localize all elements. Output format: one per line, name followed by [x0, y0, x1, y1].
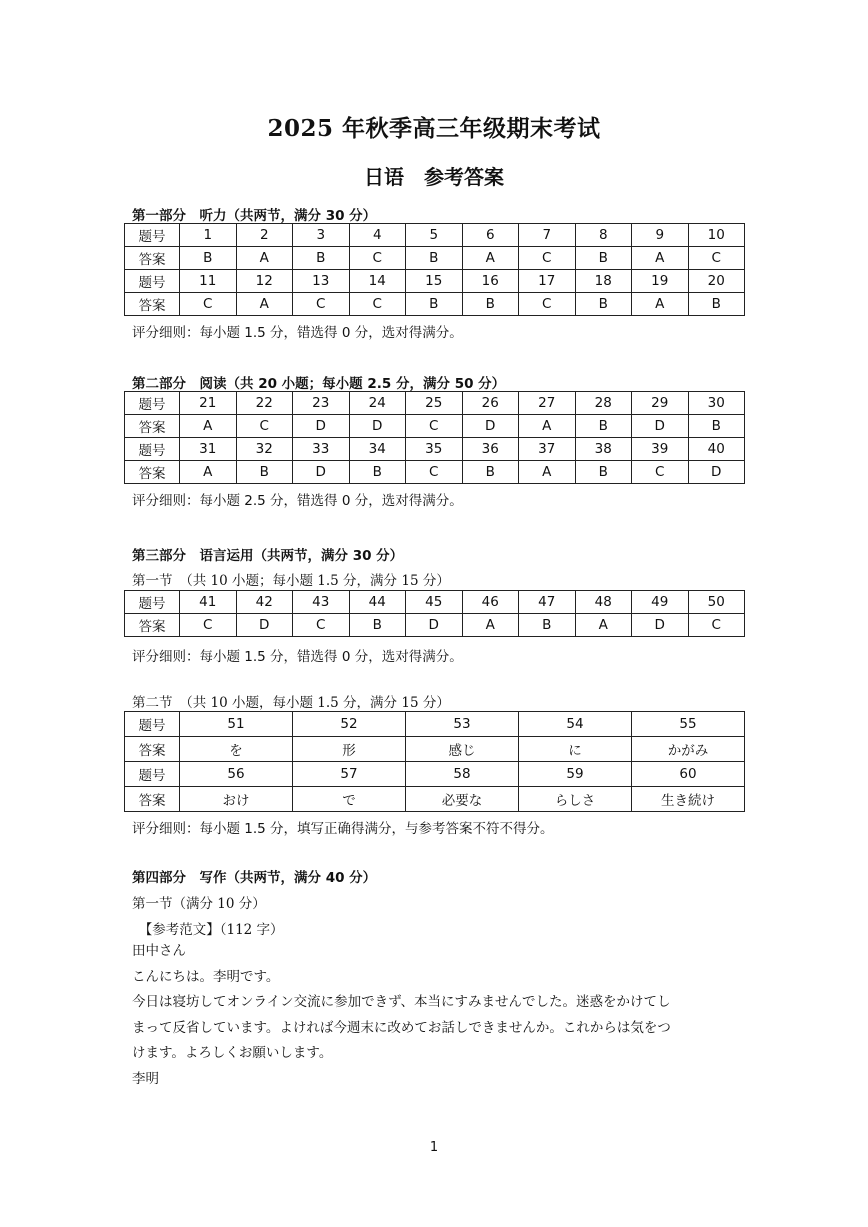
table-cell: 21: [180, 392, 237, 415]
table-cell: 31: [180, 438, 237, 461]
table-cell: 39: [632, 438, 689, 461]
table-cell: 33: [293, 438, 350, 461]
row-label: 答案: [125, 737, 180, 762]
table-cell: 11: [180, 270, 237, 293]
table-cell: を: [180, 737, 293, 762]
table-cell: 53: [406, 712, 519, 737]
table-cell: A: [632, 293, 689, 316]
table-cell: C: [632, 461, 689, 484]
table-cell: 14: [349, 270, 406, 293]
table-cell: 27: [519, 392, 576, 415]
table-cell: D: [462, 415, 519, 438]
essay-line: 田中さん: [132, 943, 186, 959]
table-cell: 60: [632, 762, 745, 787]
row-label: 答案: [125, 787, 180, 812]
table-cell: らしさ: [519, 787, 632, 812]
table-cell: D: [293, 461, 350, 484]
table-row: [125, 461, 745, 484]
table-cell: A: [236, 293, 293, 316]
part3-section1-scoring-note: 评分细则：每小题 1.5 分，错选得 0 分，选对得满分。: [132, 649, 463, 665]
table-cell: A: [180, 461, 237, 484]
table-cell: 23: [293, 392, 350, 415]
table-cell: 18: [575, 270, 632, 293]
table-cell: A: [180, 415, 237, 438]
part1-scoring-note: 评分细则：每小题 1.5 分，错选得 0 分，选对得满分。: [132, 325, 463, 341]
table-cell: 35: [406, 438, 463, 461]
table-row: [125, 438, 745, 461]
part4-heading: 第四部分 写作（共两节，满分 40 分）: [132, 870, 377, 886]
table-cell: 26: [462, 392, 519, 415]
row-label: 题号: [125, 270, 180, 293]
part3-heading: 第三部分 语言运用（共两节，满分 30 分）: [132, 548, 404, 564]
table-cell: 58: [406, 762, 519, 787]
table-cell: A: [236, 247, 293, 270]
table-cell: 17: [519, 270, 576, 293]
table-cell: 55: [632, 712, 745, 737]
table-cell: C: [293, 293, 350, 316]
table-cell: 8: [575, 224, 632, 247]
row-label: 答案: [125, 247, 180, 270]
table-cell: 感じ: [406, 737, 519, 762]
table-cell: 16: [462, 270, 519, 293]
table-cell: 15: [406, 270, 463, 293]
table-cell: 必要な: [406, 787, 519, 812]
table-cell: B: [180, 247, 237, 270]
table-cell: 30: [688, 392, 745, 415]
part2-answer-table: [124, 391, 745, 484]
table-cell: 29: [632, 392, 689, 415]
table-cell: 12: [236, 270, 293, 293]
table-cell: D: [406, 614, 463, 637]
essay-line: 李明: [132, 1070, 159, 1087]
table-cell: 9: [632, 224, 689, 247]
table-cell: 3: [293, 224, 350, 247]
table-cell: 50: [688, 591, 745, 614]
table-cell: A: [519, 461, 576, 484]
table-cell: B: [519, 614, 576, 637]
table-cell: B: [462, 293, 519, 316]
table-cell: 41: [180, 591, 237, 614]
page-number: 1: [429, 1140, 439, 1155]
table-cell: 34: [349, 438, 406, 461]
table-cell: で: [293, 787, 406, 812]
table-cell: 40: [688, 438, 745, 461]
table-cell: D: [236, 614, 293, 637]
table-cell: 56: [180, 762, 293, 787]
table-cell: 43: [293, 591, 350, 614]
row-label: 答案: [125, 415, 180, 438]
essay-line: けます。よろしくお願いします。: [132, 1045, 333, 1061]
table-cell: D: [293, 415, 350, 438]
table-cell: B: [688, 293, 745, 316]
table-row: [125, 293, 745, 316]
table-cell: B: [406, 247, 463, 270]
part3-section2-heading: 第二节 （共 10 小题，每小题 1.5 分，满分 15 分）: [132, 695, 450, 711]
table-cell: 生き続け: [632, 787, 745, 812]
table-cell: A: [632, 247, 689, 270]
table-row: [125, 591, 745, 614]
table-cell: 20: [688, 270, 745, 293]
sample-essay: [132, 939, 747, 1092]
table-cell: C: [236, 415, 293, 438]
table-cell: D: [349, 415, 406, 438]
essay-line: まって反省しています。よければ今週末に改めてお話しできませんか。これからは気をつ: [132, 1019, 671, 1036]
table-cell: A: [519, 415, 576, 438]
table-cell: 4: [349, 224, 406, 247]
table-cell: 47: [519, 591, 576, 614]
table-row: [125, 415, 745, 438]
table-cell: 19: [632, 270, 689, 293]
table-cell: 49: [632, 591, 689, 614]
row-label: 题号: [125, 224, 180, 247]
row-label: 答案: [125, 461, 180, 484]
table-cell: 46: [462, 591, 519, 614]
table-cell: C: [519, 247, 576, 270]
table-row: [125, 392, 745, 415]
table-cell: D: [632, 415, 689, 438]
page-subtitle: 日语 参考答案: [364, 165, 504, 189]
part1-heading: 第一部分 听力（共两节，满分 30 分）: [132, 208, 377, 224]
table-cell: D: [632, 614, 689, 637]
table-row: [125, 247, 745, 270]
table-cell: 10: [688, 224, 745, 247]
table-cell: 5: [406, 224, 463, 247]
table-cell: 44: [349, 591, 406, 614]
table-cell: 38: [575, 438, 632, 461]
table-row: [125, 737, 745, 762]
table-cell: A: [462, 247, 519, 270]
table-cell: 45: [406, 591, 463, 614]
table-cell: 52: [293, 712, 406, 737]
table-cell: B: [462, 461, 519, 484]
table-cell: 42: [236, 591, 293, 614]
essay-line: こんにちは。李明です。: [132, 968, 280, 985]
table-cell: に: [519, 737, 632, 762]
table-cell: B: [406, 293, 463, 316]
row-label: 题号: [125, 438, 180, 461]
part1-answer-table: [124, 223, 745, 316]
table-cell: 32: [236, 438, 293, 461]
table-cell: A: [575, 614, 632, 637]
table-cell: C: [349, 293, 406, 316]
part3-section1-heading: 第一节 （共 10 小题；每小题 1.5 分，满分 15 分）: [132, 573, 450, 589]
table-cell: 24: [349, 392, 406, 415]
table-cell: 13: [293, 270, 350, 293]
table-cell: B: [349, 614, 406, 637]
table-row: [125, 270, 745, 293]
table-cell: B: [236, 461, 293, 484]
table-cell: 48: [575, 591, 632, 614]
table-cell: 57: [293, 762, 406, 787]
table-cell: C: [406, 461, 463, 484]
table-cell: C: [293, 614, 350, 637]
table-row: [125, 712, 745, 737]
table-cell: B: [575, 293, 632, 316]
row-label: 题号: [125, 392, 180, 415]
table-cell: B: [575, 415, 632, 438]
table-cell: 22: [236, 392, 293, 415]
table-cell: C: [349, 247, 406, 270]
part3-section2-scoring-note: 评分细则：每小题 1.5 分，填写正确得满分，与参考答案不符不得分。: [132, 821, 554, 837]
table-cell: 形: [293, 737, 406, 762]
row-label: 题号: [125, 762, 180, 787]
table-cell: 36: [462, 438, 519, 461]
row-label: 题号: [125, 712, 180, 737]
essay-line: 今日は寝坊してオンライン交流に参加できず、本当にすみませんでした。迷惑をかけてし: [132, 994, 671, 1010]
table-cell: B: [688, 415, 745, 438]
table-cell: 6: [462, 224, 519, 247]
part4-section1-heading: 第一节（满分 10 分）: [132, 896, 266, 912]
table-row: [125, 224, 745, 247]
table-cell: C: [688, 614, 745, 637]
table-cell: B: [575, 247, 632, 270]
row-label: 答案: [125, 614, 180, 637]
table-cell: C: [406, 415, 463, 438]
table-cell: D: [688, 461, 745, 484]
table-cell: 37: [519, 438, 576, 461]
table-cell: C: [688, 247, 745, 270]
table-cell: おけ: [180, 787, 293, 812]
sample-essay-label: 【参考范文】（112 字）: [132, 922, 284, 938]
table-cell: A: [462, 614, 519, 637]
table-cell: C: [519, 293, 576, 316]
part2-heading: 第二部分 阅读（共 20 小题；每小题 2.5 分，满分 50 分）: [132, 376, 506, 392]
table-cell: 1: [180, 224, 237, 247]
table-cell: 59: [519, 762, 632, 787]
table-row: [125, 614, 745, 637]
table-cell: 28: [575, 392, 632, 415]
table-cell: C: [180, 614, 237, 637]
page-title: 2025 年秋季高三年级期末考试: [267, 115, 601, 142]
table-row: [125, 762, 745, 787]
row-label: 题号: [125, 591, 180, 614]
table-cell: 54: [519, 712, 632, 737]
part2-scoring-note: 评分细则：每小题 2.5 分，错选得 0 分，选对得满分。: [132, 493, 463, 509]
table-cell: 7: [519, 224, 576, 247]
table-cell: 51: [180, 712, 293, 737]
table-cell: B: [349, 461, 406, 484]
part3-section2-table: [124, 711, 745, 812]
table-cell: かがみ: [632, 737, 745, 762]
table-cell: 2: [236, 224, 293, 247]
table-cell: B: [293, 247, 350, 270]
row-label: 答案: [125, 293, 180, 316]
table-row: [125, 787, 745, 812]
part3-section1-table: [124, 590, 745, 637]
table-cell: B: [575, 461, 632, 484]
table-cell: C: [180, 293, 237, 316]
table-cell: 25: [406, 392, 463, 415]
